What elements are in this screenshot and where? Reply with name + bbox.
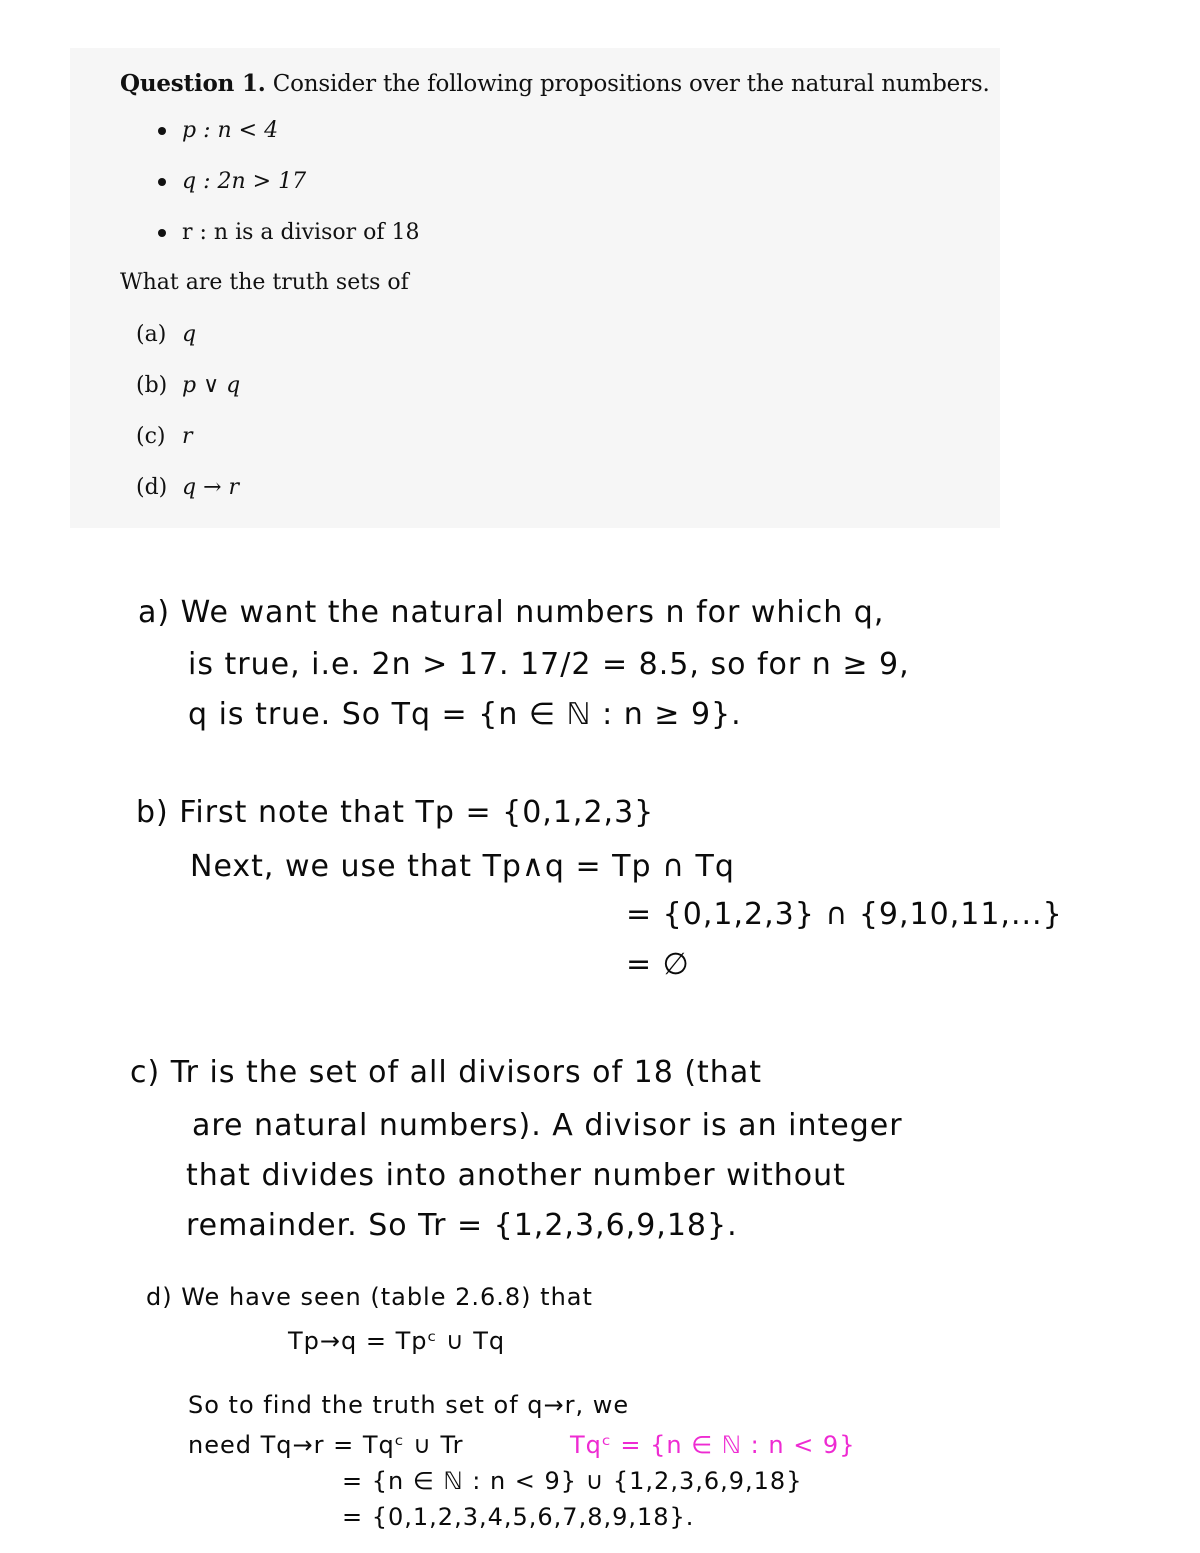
answer-b-line-3: = {0,1,2,3} ∩ {9,10,11,...} bbox=[626, 897, 1063, 932]
answer-c-line-1: c) Tr is the set of all divisors of 18 (that bbox=[130, 1055, 762, 1090]
answer-d-line-3: So to find the truth set of q→r, we bbox=[188, 1391, 630, 1419]
answer-d-line-2: Tp→q = Tpᶜ ∪ Tq bbox=[288, 1327, 506, 1355]
part-d-label: (d) bbox=[136, 475, 168, 500]
proposition-r-text: r : n is a divisor of 18 bbox=[182, 220, 420, 245]
question-text: Consider the following propositions over the natural numbers. bbox=[272, 71, 990, 97]
question-title bbox=[120, 70, 990, 97]
proposition-p-text: p : n < 4 bbox=[182, 118, 279, 143]
part-b-label: (b) bbox=[136, 373, 168, 398]
proposition-p bbox=[158, 118, 278, 143]
answer-d-line-1: d) We have seen (table 2.6.8) that bbox=[146, 1283, 593, 1311]
answer-c-line-3: that divides into another number without bbox=[186, 1158, 846, 1193]
answer-c-line-2: are natural numbers). A divisor is an integer bbox=[192, 1108, 903, 1143]
answer-d-line-4: need Tq→r = Tqᶜ ∪ Tr bbox=[188, 1431, 464, 1459]
bullet-icon bbox=[158, 178, 166, 186]
part-c-label: (c) bbox=[136, 424, 166, 449]
part-a-label: (a) bbox=[136, 322, 167, 347]
answer-d-line-6: = {0,1,2,3,4,5,6,7,8,9,18}. bbox=[342, 1503, 695, 1531]
part-a-expr: q bbox=[182, 322, 197, 347]
part-d bbox=[136, 475, 239, 500]
answer-a-line-2: is true, i.e. 2n > 17. 17/2 = 8.5, so for n ≥ 9, bbox=[188, 647, 910, 682]
answer-b-line-2: Next, we use that Tp∧q = Tp ∩ Tq bbox=[190, 849, 735, 884]
proposition-q bbox=[158, 169, 306, 194]
question-number: Question 1. bbox=[120, 70, 266, 97]
answer-c-line-4: remainder. So Tr = {1,2,3,6,9,18}. bbox=[186, 1208, 738, 1243]
bullet-icon bbox=[158, 127, 166, 135]
answer-a-line-3: q is true. So Tq = {n ∈ ℕ : n ≥ 9}. bbox=[188, 697, 742, 732]
answer-d-complement-note: Tqᶜ = {n ∈ ℕ : n < 9} bbox=[570, 1431, 856, 1459]
handwritten-answers bbox=[70, 555, 1063, 1545]
proposition-q-text: q : 2n > 17 bbox=[182, 169, 307, 194]
answer-d-line-5: = {n ∈ ℕ : n < 9} ∪ {1,2,3,6,9,18} bbox=[342, 1467, 803, 1495]
proposition-r bbox=[158, 220, 420, 245]
part-b-expr: p ∨ q bbox=[182, 373, 241, 398]
question-ask: What are the truth sets of bbox=[120, 270, 409, 295]
part-d-expr: q → r bbox=[182, 475, 240, 500]
answer-b-line-1: b) First note that Tp = {0,1,2,3} bbox=[136, 795, 655, 830]
part-c-expr: r bbox=[182, 424, 193, 449]
part-c bbox=[136, 424, 193, 449]
question-panel bbox=[70, 48, 1000, 528]
answer-b-line-4: = ∅ bbox=[626, 947, 690, 982]
part-a bbox=[136, 322, 196, 347]
answer-a-line-1: a) We want the natural numbers n for which q, bbox=[138, 595, 885, 630]
bullet-icon bbox=[158, 229, 166, 237]
part-b bbox=[136, 373, 240, 398]
